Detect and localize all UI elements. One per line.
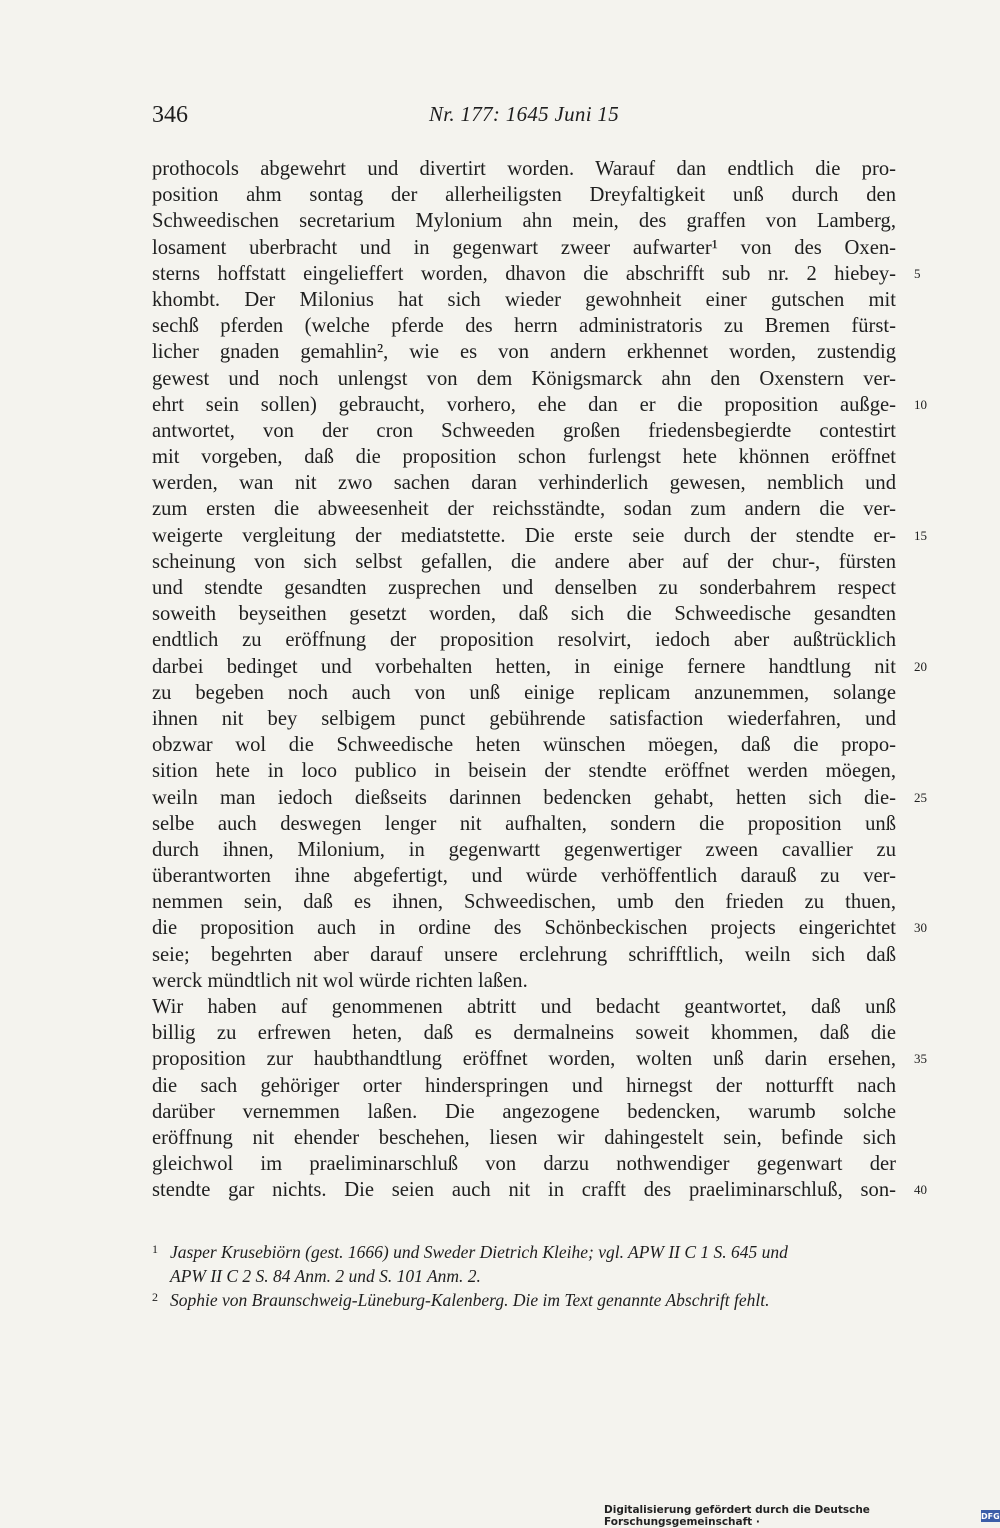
text-line: [152, 968, 896, 994]
line-text: durch ihnen, Milonium, in gegenwartt gegenwertiger zween cavallier zu: [152, 838, 896, 861]
footnote-mark: 1: [152, 1242, 158, 1256]
text-line: [152, 1125, 896, 1151]
text-line: [152, 1073, 896, 1099]
text-line: [152, 287, 896, 313]
line-text: werck mündtlich nit wol würde richten laßen.: [152, 969, 528, 992]
line-text: Wir haben auf genommenen abtritt und bedacht geantwortet, daß unß: [152, 996, 896, 1018]
text-line: [152, 758, 896, 784]
line-text: antwortet, von der cron Schweeden großen friedensbegierdte contestirt: [152, 419, 896, 442]
line-text: ihnen nit bey selbigem punct gebührende satisfaction wiederfahren, und: [152, 707, 896, 730]
main-text: [152, 156, 927, 1204]
line-text: sechß pferden (welche pferde des herrn administratoris zu Bremen fürst-: [152, 315, 896, 338]
text-line: [152, 811, 896, 837]
text-line: [152, 339, 896, 365]
page-header: [152, 102, 896, 136]
text-line: [152, 1099, 896, 1125]
text-line: [152, 994, 896, 1020]
text-line: [152, 523, 927, 549]
line-text: und stendte gesandten zusprechen und denselben zu sonderbahrem respect: [152, 577, 896, 599]
text-line: [152, 208, 896, 234]
text-line: [152, 1151, 896, 1177]
line-text: selbe auch deswegen lenger nit aufhalten, sondern die proposition unß: [152, 812, 896, 835]
text-line: [152, 837, 896, 863]
text-line: [152, 366, 896, 392]
line-text: losament uberbracht und in gegenwart zweer aufwarter¹ von des Oxen-: [152, 236, 896, 259]
footnote-text: Sophie von Braunschweig-Lüneburg-Kalenberg. Die im Text genannte Abschrift fehlt.: [170, 1290, 770, 1310]
text-line: [152, 182, 896, 208]
text-line: [152, 1046, 927, 1072]
line-text: werden, wan nit zwo sachen daran verhinderlich gewesen, nemblich und: [152, 472, 896, 495]
text-line: [152, 575, 896, 601]
text-line: [152, 470, 896, 496]
line-text: obzwar wol die Schweedische heten wünschen möegen, daß die propo-: [152, 734, 896, 757]
line-text: khombt. Der Milonius hat sich wieder gewohnheit einer gutschen mit: [152, 288, 896, 311]
line-text: scheinung von sich selbst gefallen, die andere aber auf der chur-, fürsten: [152, 550, 896, 573]
line-number: 20: [914, 658, 927, 674]
text-line: [152, 1177, 927, 1203]
line-text: Schweedischen secretarium Mylonium ahn mein, des graffen von Lamberg,: [152, 210, 896, 233]
line-text: überantworten ihne abgefertigt, und würde verhöffentlich darauß zu ver-: [152, 865, 896, 888]
text-line: [152, 418, 896, 444]
line-number: 15: [914, 527, 927, 543]
line-number: 30: [914, 920, 927, 936]
line-text: darüber vernemmen laßen. Die angezogene bedencken, warumb solche: [152, 1100, 896, 1123]
line-text: licher gnaden gemahlin², wie es von andern erkhennet worden, zustendig: [152, 341, 896, 364]
text-line: [152, 654, 927, 680]
line-text: proposition zur haubthandtlung eröffnet worden, wolten unß darin ersehen,: [152, 1048, 896, 1071]
line-text: mit vorgeben, daß die proposition schon furlengst hete khönnen eröffnet: [152, 446, 896, 469]
line-number: 5: [914, 265, 921, 281]
text-line: [152, 1020, 896, 1046]
text-line: [152, 392, 927, 418]
text-line: [152, 235, 896, 261]
line-text: ehrt sein sollen) gebraucht, vorhero, ehe dan er die proposition außge-: [152, 393, 896, 416]
footnote-line: [152, 1240, 896, 1264]
line-text: soweith beyseithen gesetzt worden, daß sich die Schweedische gesandten: [152, 603, 896, 626]
text-line: [152, 785, 927, 811]
line-text: prothocols abgewehrt und divertirt worden. Warauf dan endtlich die pro-: [152, 158, 896, 180]
text-line: [152, 156, 896, 182]
footnotes: [152, 1240, 896, 1312]
line-text: darbei bedinget und vorbehalten hetten, in einige fernere handtlung nit: [152, 655, 896, 678]
page-number: 346: [152, 102, 188, 128]
line-text: position ahm sontag der allerheiligsten Dreyfaltigkeit unß durch den: [152, 184, 896, 207]
footnote-text: APW II C 2 S. 84 Anm. 2 und S. 101 Anm. 2.: [170, 1266, 481, 1286]
line-text: zum ersten die abweesenheit der reichsständte, sodan zum andern die ver-: [152, 498, 896, 521]
text-line: [152, 889, 896, 915]
footnote-mark: 2: [152, 1290, 158, 1304]
line-number: 40: [914, 1182, 927, 1198]
line-text: nemmen sein, daß es ihnen, Schweedischen, umb den frieden zu thuen,: [152, 891, 896, 914]
text-line: [152, 313, 896, 339]
line-text: gleichwol im praeliminarschluß von darzu nothwendiger gegenwart der: [152, 1153, 896, 1176]
text-line: [152, 942, 896, 968]
line-text: seie; begehrten aber darauf unsere erclehrung schrifftlich, weiln sich daß: [152, 943, 896, 966]
line-number: 35: [914, 1051, 927, 1067]
line-text: weiln man iedoch dießseits darinnen bedencken gehabt, hetten sich die-: [152, 786, 896, 809]
line-text: weigerte vergleitung der mediatstette. Die erste seie durch der stendte er-: [152, 524, 896, 547]
line-number: 25: [914, 789, 927, 805]
text-line: [152, 601, 896, 627]
line-text: sterns hoffstatt eingelieffert worden, dhavon die abschrifft sub nr. 2 hiebey-: [152, 262, 896, 285]
text-line: [152, 444, 896, 470]
text-line: [152, 680, 896, 706]
text-line: [152, 549, 896, 575]
text-line: [152, 706, 896, 732]
line-number: 10: [914, 396, 927, 412]
line-text: endtlich zu eröffnung der proposition resolvirt, iedoch aber außtrücklich: [152, 629, 896, 652]
line-text: stendte gar nichts. Die seien auch nit in crafft des praeliminarschluß, son-: [152, 1179, 896, 1202]
footnote-line: [152, 1288, 896, 1312]
dfg-logo: DFG: [981, 1511, 1000, 1521]
text-line: [152, 261, 921, 287]
line-text: gewest und noch unlengst von dem Königsmarck ahn den Oxenstern ver-: [152, 367, 896, 390]
line-text: eröffnung nit ehender beschehen, liesen wir dahingestelt sein, befinde sich: [152, 1126, 896, 1149]
line-text: sition hete in loco publico in beisein der stendte eröffnet werden möegen,: [152, 760, 896, 783]
footnote-text: Jasper Krusebiörn (gest. 1666) und Sweder Dietrich Kleihe; vgl. APW II C 1 S. 645 und: [170, 1242, 788, 1262]
line-text: die sach gehöriger orter hinderspringen und hirnegst der notturfft nach: [152, 1074, 896, 1097]
footnote-line: [152, 1264, 896, 1288]
text-line: [152, 496, 896, 522]
text-line: [152, 915, 927, 941]
line-text: zu begeben noch auch von unß einige replicam anzunemmen, solange: [152, 681, 896, 704]
running-head: Nr. 177: 1645 Juni 15: [428, 102, 620, 126]
text-line: [152, 627, 896, 653]
line-text: billig zu erfrewen heten, daß es dermalneins soweit khommen, daß die: [152, 1022, 896, 1045]
text-line: [152, 863, 896, 889]
line-text: die proposition auch in ordine des Schönbeckischen projects eingerichtet: [152, 917, 896, 940]
digitization-credit: [604, 1504, 1000, 1528]
text-line: [152, 732, 896, 758]
credit-text: Digitalisierung gefördert durch die Deutsche Forschungsgemeinschaft ·: [604, 1504, 870, 1528]
